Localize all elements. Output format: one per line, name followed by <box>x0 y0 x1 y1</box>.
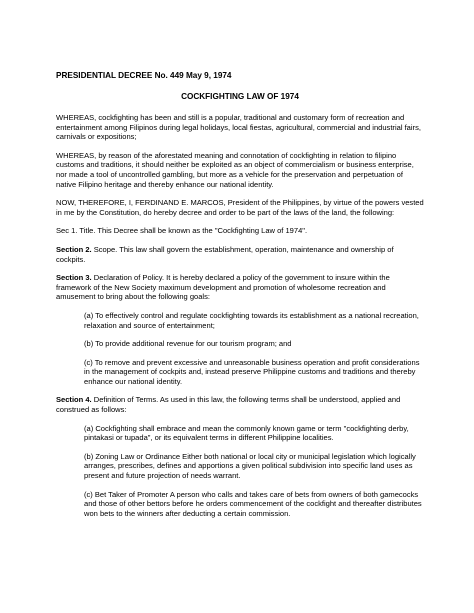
section-2-label: Section 2. <box>56 244 92 254</box>
section-3-paragraph <box>56 273 424 302</box>
section-4-paragraph <box>56 395 424 414</box>
law-title: COCKFIGHTING LAW OF 1974 <box>181 92 299 101</box>
section-3-item-b: (b) To provide additional revenue for our tourism program; and <box>84 339 292 349</box>
decree-heading: PRESIDENTIAL DECREE No. 449 May 9, 1974 <box>56 71 232 80</box>
section-4-item-b: (b) Zoning Law or Ordinance Either both national or local city or municipal legislation which logically arranges, prescribes, defines and apportions a given political subdivision into specific land uses as present and future projection of needs warrant. <box>84 451 416 481</box>
section-4-text: Definition of Terms. As used in this law, the following terms shall be understood, applied and construed as follows: <box>56 395 401 415</box>
whereas-paragraph-2: WHEREAS, by reason of the aforestated meaning and connotation of cockfighting in relation to filipino customs and traditions, it should neither be exploited as an object of commercialism or business enterprise, nor made a tool of uncontrolled gambling, but more as a vehicle for the preservation and perpetuation of native Filipino heritage and thereby enhance our national identity. <box>56 150 414 189</box>
now-therefore-paragraph: NOW, THEREFORE, I, FERDINAND E. MARCOS, President of the Philippines, by virtue of the powers vested in me by the Constitution, do hereby decree and order to be part of the laws of the land, the following: <box>56 198 424 217</box>
whereas-paragraph-1: WHEREAS, cockfighting has been and still is a popular, traditional and customary form of recreation and entertainment among Filipinos during legal holidays, local fiestas, agricultural, commercial and industrial fairs, carnivals or expositions; <box>56 113 421 142</box>
section-4-item-a: (a) Cockfighting shall embrace and mean the commonly known game or term "cockfighting derby, pintakasi or tupada", or its equivalent terms in different Philippine localities. <box>84 423 409 443</box>
section-4-label: Section 4. <box>56 395 92 405</box>
section-3-text: Declaration of Policy. It is hereby declared a policy of the government to insure within the framework of the New Society maximum development and promotion of wholesome recreation and amusement to bring about the following goals: <box>56 273 390 302</box>
section-3-label: Section 3. <box>56 273 92 283</box>
section-2-text: Scope. This law shall govern the establishment, operation, maintenance and ownership of cockpits. <box>56 244 394 264</box>
section-1-paragraph: Sec 1. Title. This Decree shall be known as the "Cockfighting Law of 1974". <box>56 226 308 236</box>
section-3-item-a: (a) To effectively control and regulate cockfighting towards its establishment as a national recreation, relaxation and source of entertainment; <box>84 310 419 330</box>
section-3-item-c: (c) To remove and prevent excessive and unreasonable business operation and profit considerations in the management of cockpits and, instead preserve Philippine customs and traditions and thereby enhance our national identity. <box>84 357 420 386</box>
section-2-paragraph <box>56 245 424 264</box>
section-4-item-c: (c) Bet Taker of Promoter A person who calls and takes care of bets from owners of both gamecocks and those of other bettors before he orders commencement of the cockfight and thereafter distributes won bets to the winners after deducting a certain commission. <box>84 489 422 518</box>
